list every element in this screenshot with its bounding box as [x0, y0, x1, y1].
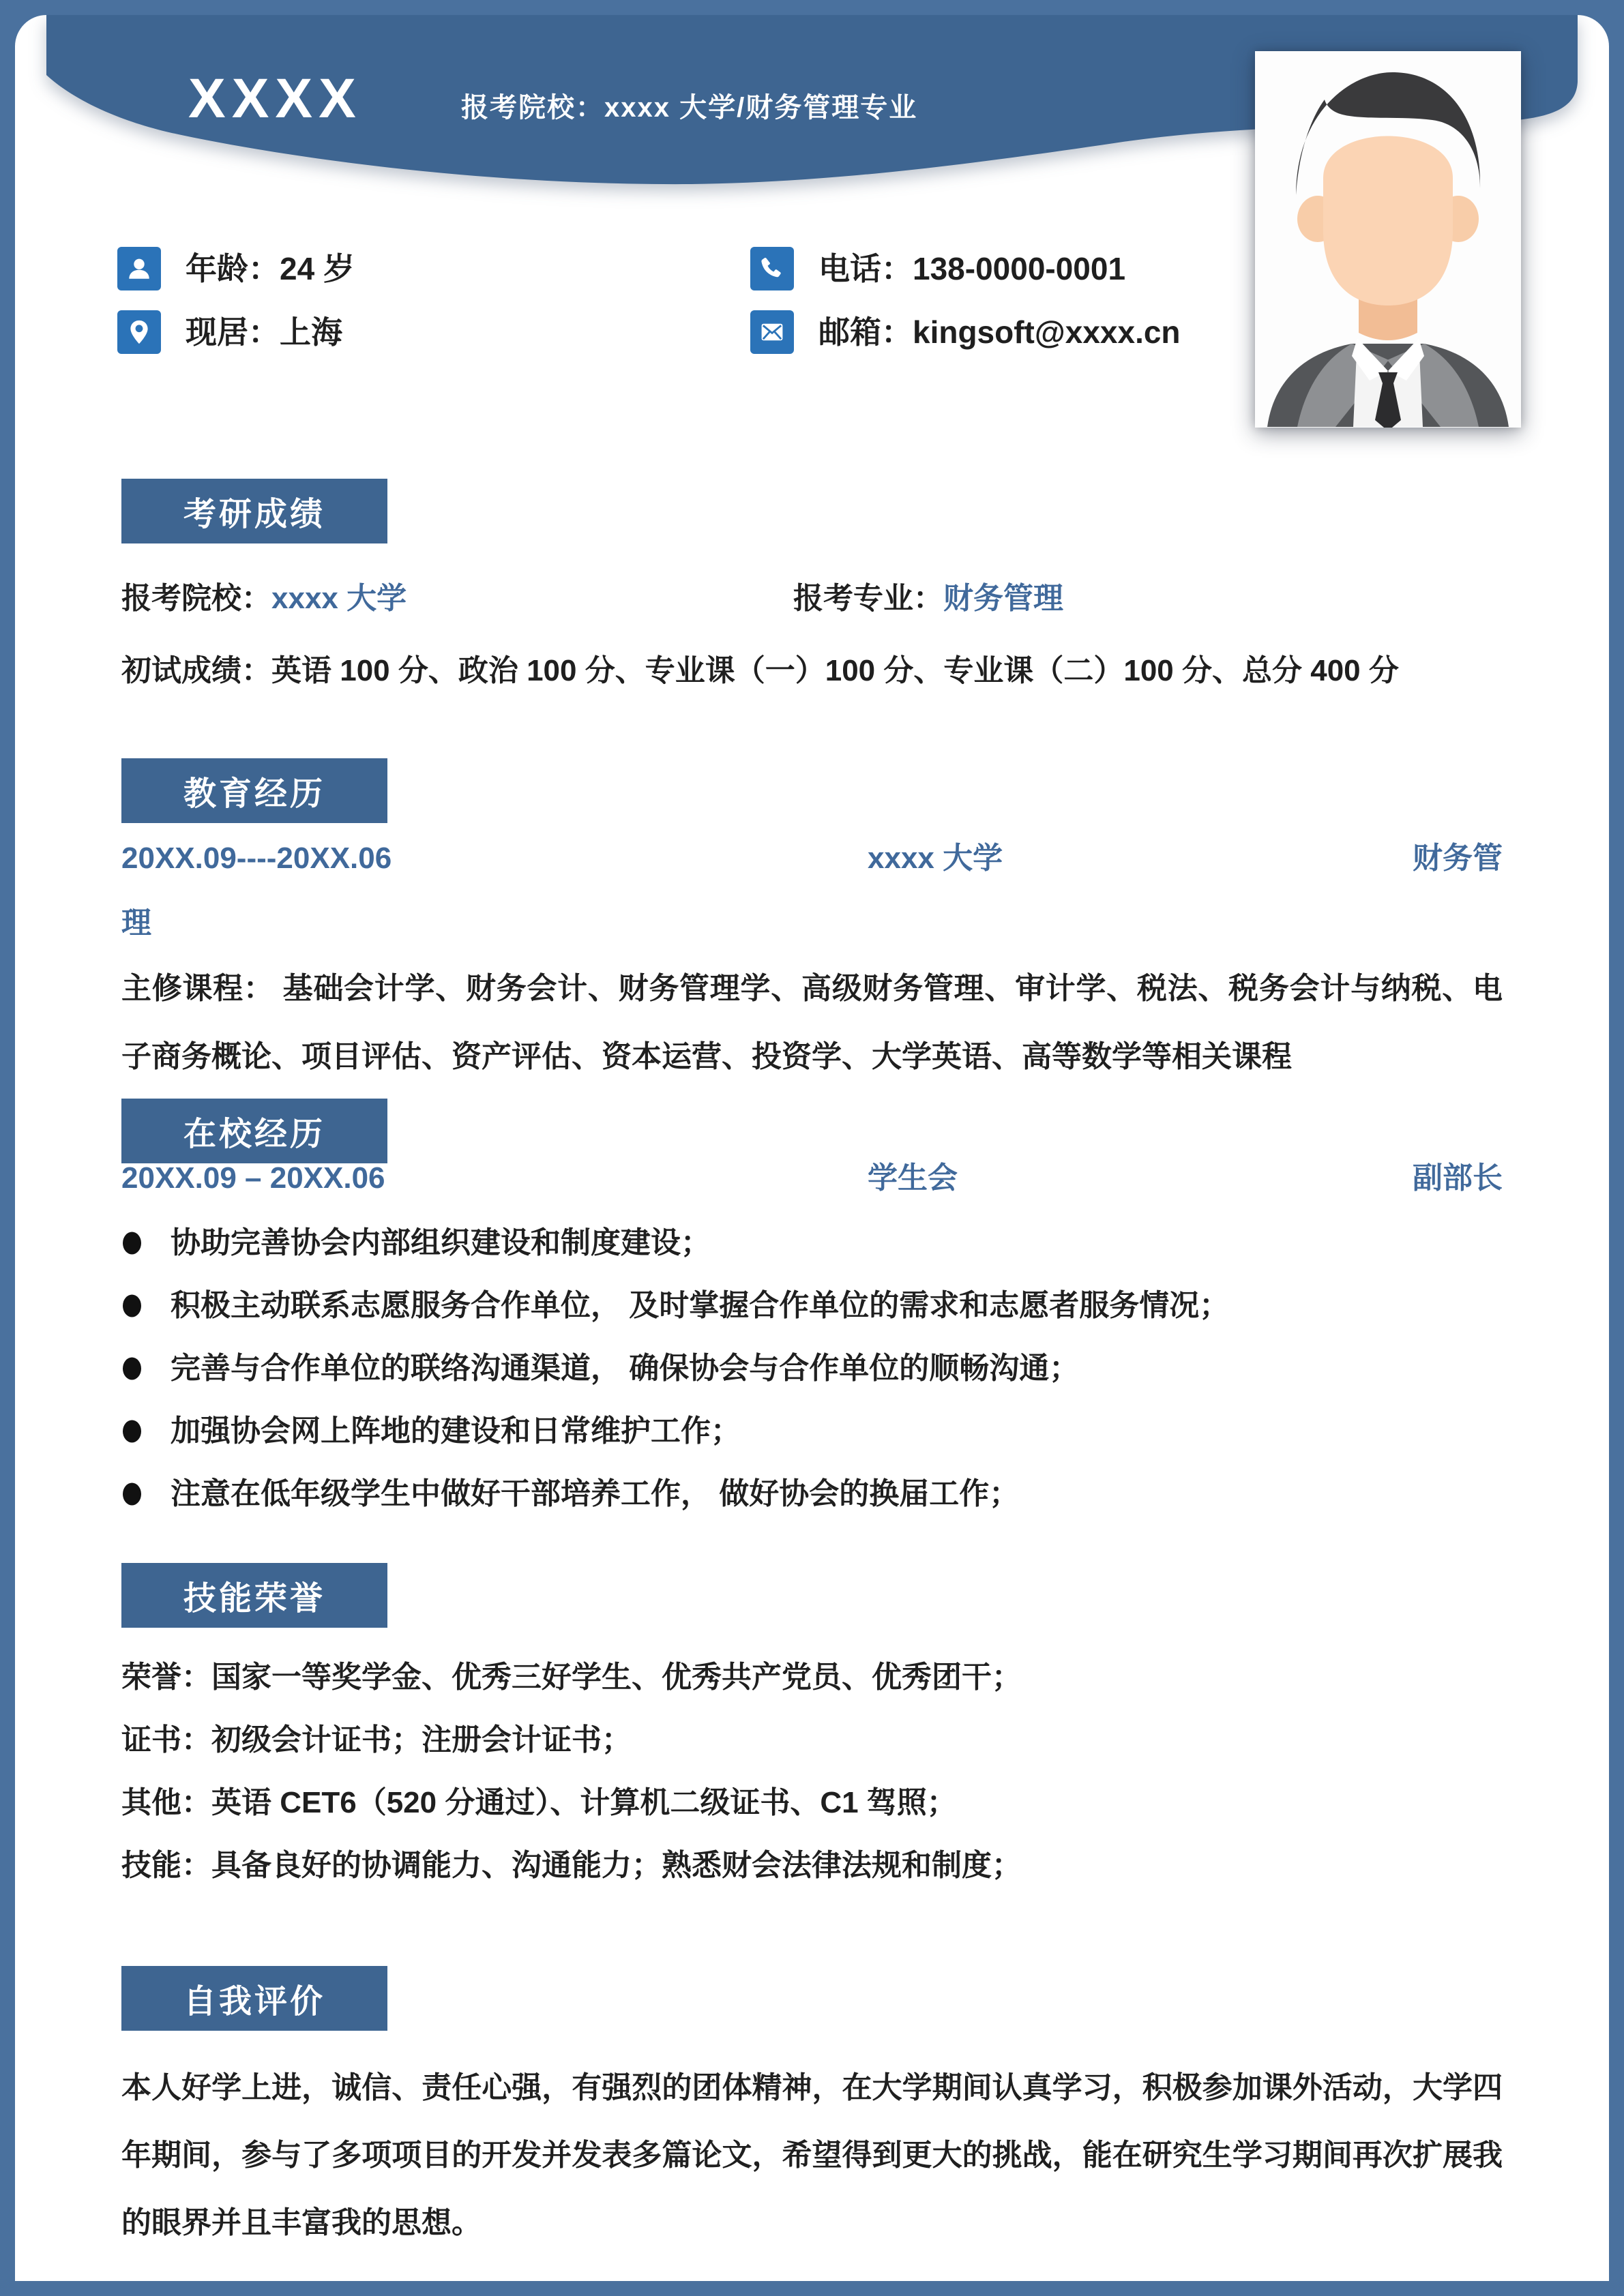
bullet-text: 协助完善协会内部组织建设和制度建设； [171, 1226, 711, 1259]
skills-item-text: 国家一等奖学金、优秀三好学生、优秀共产党员、优秀团干； [211, 1660, 1022, 1694]
bullet-text: 完善与合作单位的联络沟通渠道， 确保协会与合作单位的顺畅沟通； [171, 1352, 1080, 1385]
candidate-name: XXXX [188, 68, 362, 130]
skills-item-text: 具备良好的协调能力、沟通能力；熟悉财会法律法规和制度； [211, 1849, 1022, 1882]
skills-item-label: 证书： [121, 1723, 211, 1757]
skills-item-label: 技能： [121, 1849, 211, 1882]
residence-label: 现居： [186, 314, 280, 350]
exam-score-row [121, 651, 1503, 691]
resume-page [15, 15, 1609, 2281]
skills-item-label: 其他： [121, 1786, 211, 1819]
residence-text [186, 310, 342, 354]
courses-text: 基础会计学、财务会计、财务管理学、高级财务管理、审计学、税法、税务会计与纳税、电子商务概论、项目评估、资产评估、资本运营、投资学、大学英语、高等数学等相关课程 [121, 972, 1503, 1073]
phone-text [818, 247, 1125, 290]
section-title-exam: 考研成绩 [121, 479, 387, 543]
list-item [121, 1212, 1503, 1274]
skills-item-text: 初级会计证书；注册会计证书； [211, 1723, 632, 1757]
skills-item [121, 1834, 1503, 1897]
skills-item [121, 1709, 1503, 1772]
contact-email [750, 310, 1181, 354]
list-item [121, 1463, 1503, 1525]
age-text [186, 247, 355, 290]
skills-item-label: 荣誉： [121, 1660, 211, 1694]
subtitle-label: 报考院校： [461, 93, 604, 123]
residence-value: 上海 [280, 314, 342, 350]
person-icon [117, 247, 161, 290]
campus-organization: 学生会 [868, 1161, 958, 1195]
skills-item-text: 英语 CET6（520 分通过）、计算机二级证书、C1 驾照； [211, 1786, 957, 1819]
list-item [121, 1274, 1503, 1337]
age-value: 24 岁 [280, 251, 355, 286]
contact-residence [117, 310, 342, 354]
email-label: 邮箱： [818, 314, 913, 350]
exam-major-label: 报考专业： [793, 582, 943, 615]
courses-label: 主修课程： [121, 972, 274, 1005]
exam-school-value: xxxx 大学 [271, 582, 407, 615]
email-text [818, 310, 1181, 354]
campus-period: 20XX.09 – 20XX.06 [121, 1161, 385, 1195]
education-school: xxxx 大学 [868, 841, 1003, 875]
email-value: kingsoft@xxxx.cn [913, 314, 1181, 350]
education-row [121, 838, 1503, 879]
age-label: 年龄： [186, 251, 280, 286]
exam-score-label: 初试成绩： [121, 654, 271, 687]
exam-major-pair [793, 578, 1063, 619]
contact-age [117, 247, 355, 290]
bullet-text: 加强协会网上阵地的建设和日常维护工作； [171, 1414, 741, 1448]
location-pin-icon [117, 310, 161, 354]
skills-item [121, 1646, 1503, 1709]
section-title-skills: 技能荣誉 [121, 1563, 387, 1628]
bullet-dot-icon [123, 1420, 141, 1443]
exam-score-value: 英语 100 分、政治 100 分、专业课（一）100 分、专业课（二）100 分、总分 400 分 [271, 654, 1399, 687]
bullet-dot-icon [123, 1358, 141, 1380]
list-item [121, 1337, 1503, 1400]
phone-icon [750, 247, 794, 290]
education-period: 20XX.09----20XX.06 [121, 841, 392, 875]
bullet-text: 注意在低年级学生中做好干部培养工作， 做好协会的换届工作； [171, 1477, 1020, 1510]
contact-phone [750, 247, 1125, 290]
campus-role: 副部长 [1413, 1161, 1503, 1195]
self-evaluation-text: 本人好学上进，诚信、责任心强，有强烈的团体精神，在大学期间认真学习，积极参加课外活动，大学四年期间，参与了多项项目的开发并发表多篇论文，希望得到更大的挑战，能在研究生学习期间再次扩展我的眼界并且丰富我的思想。 [121, 2071, 1503, 2239]
target-school-subtitle [461, 91, 917, 124]
education-major-line2: 理 [121, 906, 151, 940]
list-item [121, 1400, 1503, 1463]
section-title-self-evaluation: 自我评价 [121, 1966, 387, 2031]
section-title-education: 教育经历 [121, 758, 387, 823]
male-avatar-illustration [1255, 51, 1521, 428]
exam-major-value: 财务管理 [943, 582, 1063, 615]
phone-label: 电话： [818, 251, 913, 286]
bullet-dot-icon [123, 1483, 141, 1506]
skills-list [121, 1646, 1503, 1897]
campus-row [121, 1158, 1503, 1199]
bullet-dot-icon [123, 1232, 141, 1255]
exam-school-major-row [121, 578, 1503, 619]
bullet-dot-icon [123, 1295, 141, 1317]
id-photo [1255, 51, 1521, 428]
phone-value: 138-0000-0001 [913, 251, 1126, 286]
section-title-campus: 在校经历 [121, 1099, 387, 1163]
education-major-line1: 财务管 [1413, 841, 1503, 875]
exam-school-label: 报考院校： [121, 582, 271, 615]
skills-item [121, 1772, 1503, 1834]
education-courses [121, 955, 1503, 1091]
campus-bullet-list [121, 1212, 1503, 1525]
mail-icon [750, 310, 794, 354]
bullet-text: 积极主动联系志愿服务合作单位， 及时掌握合作单位的需求和志愿者服务情况； [171, 1289, 1230, 1322]
subtitle-value: xxxx 大学/财务管理专业 [604, 93, 918, 123]
